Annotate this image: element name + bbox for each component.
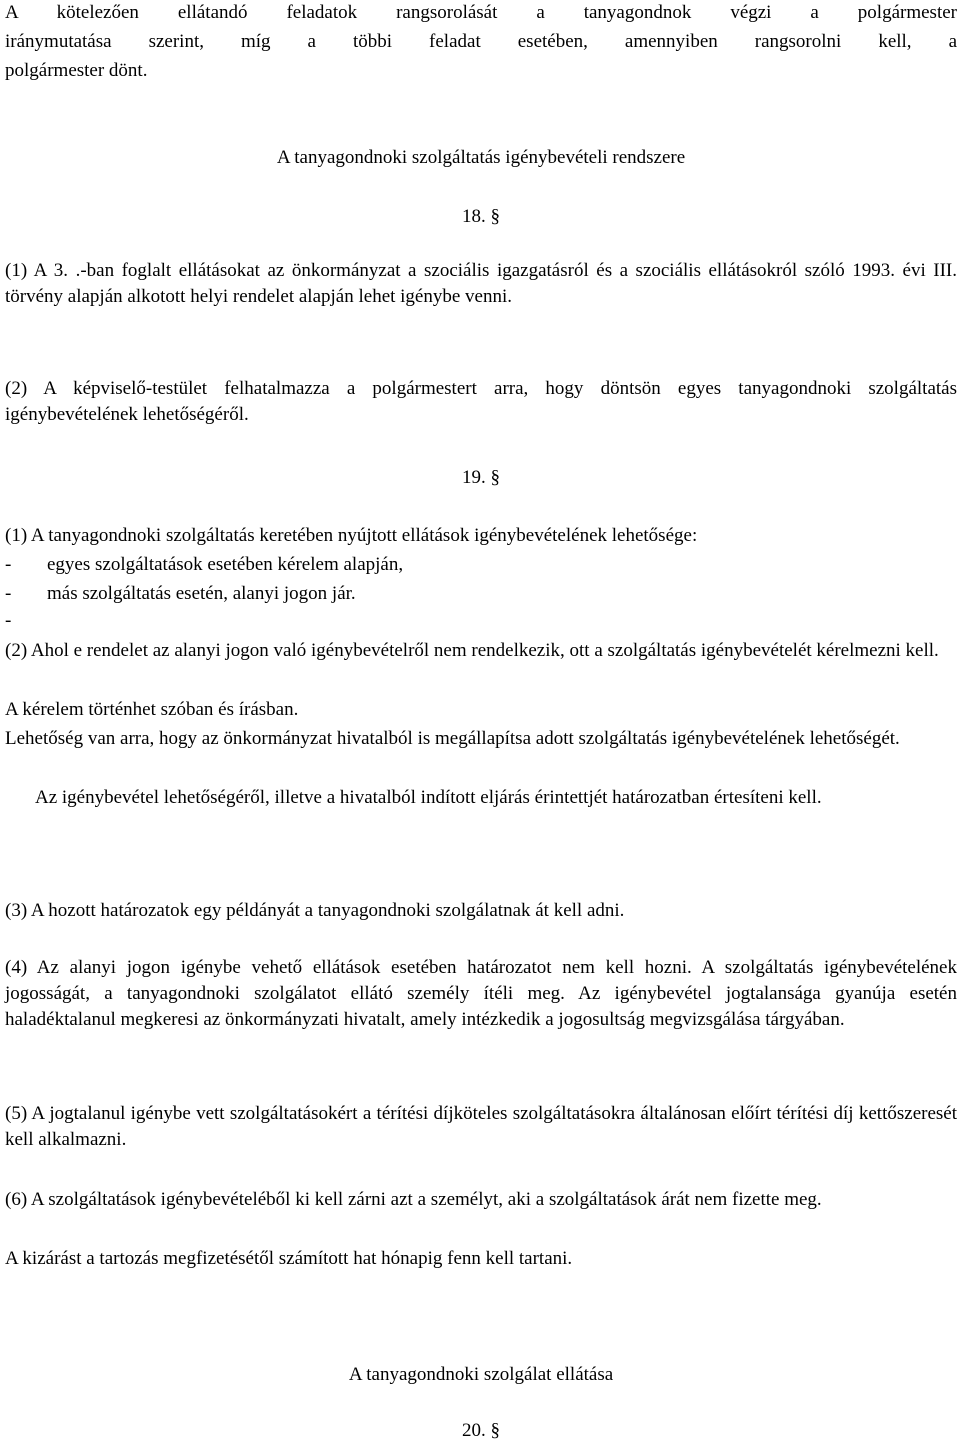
s19-paragraph-5: (5) A jogtalanul igénybe vett szolgáltatásokért a térítési díjköteles szolgáltatásokra általánosan előírt térítési díj kettőszeresét kell alkalmazni. <box>5 1103 957 1150</box>
s19-paragraph-2-request: A kérelem történhet szóban és írásban. <box>5 699 299 720</box>
section-heading: A tanyagondnoki szolgáltatás igénybevételi rendszere <box>276 147 686 168</box>
paragraph-number-18: 18. § <box>462 206 500 227</box>
s19-paragraph-6-exclusion: A kizárást a tartozás megfizetésétől számított hat hónapig fenn kell tartani. <box>5 1248 573 1269</box>
s19-paragraph-2: (2) Ahol e rendelet az alanyi jogon való igénybevételről nem rendelkezik, ott a szolgáltatás igénybevételét kérelmezni kell. <box>5 640 939 661</box>
s19-paragraph-2-ex-officio: Lehetőség van arra, hogy az önkormányzat hivatalból is megállapítsa adott szolgáltatás igénybevételének lehetőségét. <box>5 728 900 749</box>
s19-paragraph-2-notice: Az igénybevétel lehetőségéről, illetve a hivatalból indított eljárás érintettjét határozatban értesíteni kell. <box>35 787 822 808</box>
s19-paragraph-3: (3) A hozott határozatok egy példányát a tanyagondnoki szolgálatnak át kell adni. <box>5 900 625 921</box>
s19-paragraph-6: (6) A szolgáltatások igénybevételéből ki kell zárni azt a személyt, aki a szolgáltatások árát nem fizette meg. <box>5 1189 822 1210</box>
intro-line-3: polgármester dönt. <box>5 60 148 81</box>
list-item <box>5 608 957 634</box>
s19-paragraph-4: (4) Az alanyi jogon igénybe vehető ellátások esetében határozatot nem kell hozni. A szolgáltatás igénybevételének jogosságát, a tanyagondnoki szolgálatot ellátó személy ítéli meg. Az igénybevétel jogtalansága gyanúja esetén haladéktalanul megkeresi az önkormányzati hivatalt, amely intézkedik a jogosultság megvizsgálása tárgyában. <box>5 957 957 1030</box>
list-item-text: egyes szolgáltatások esetében kérelem alapján, <box>47 554 404 575</box>
list-dash: - <box>5 610 12 631</box>
list-item <box>5 581 957 607</box>
paragraph-number-20: 20. § <box>462 1420 500 1441</box>
section-heading-2: A tanyagondnoki szolgálat ellátása <box>348 1364 614 1385</box>
paragraph-number-19: 19. § <box>462 467 500 488</box>
s18-paragraph-1: (1) A 3. .-ban foglalt ellátásokat az önkormányzat a szociális igazgatásról és a szociális ellátásokról szóló 1993. évi III. törvény alapján alkotott helyi rendelet alapján lehet igénybe venni. <box>5 260 957 307</box>
s18-paragraph-2: (2) A képviselő-testület felhatalmazza a polgármestert arra, hogy döntsön egyes tanyagondnoki szolgáltatás igénybevételének lehetőségéről. <box>5 378 957 425</box>
list-item <box>5 552 957 578</box>
intro-line-1: A kötelezően ellátandó feladatok rangsorolását a tanyagondnok végzi a polgármester <box>5 2 957 23</box>
s19-paragraph-1: (1) A tanyagondnoki szolgáltatás keretében nyújtott ellátások igénybevételének lehetősége: <box>5 525 698 546</box>
list-dash: - <box>5 583 12 604</box>
intro-line-2: iránymutatása szerint, míg a többi feladat esetében, amennyiben rangsorolni kell, a <box>5 31 957 52</box>
list-dash: - <box>5 554 12 575</box>
list-item-text: más szolgáltatás esetén, alanyi jogon jár. <box>47 583 356 604</box>
